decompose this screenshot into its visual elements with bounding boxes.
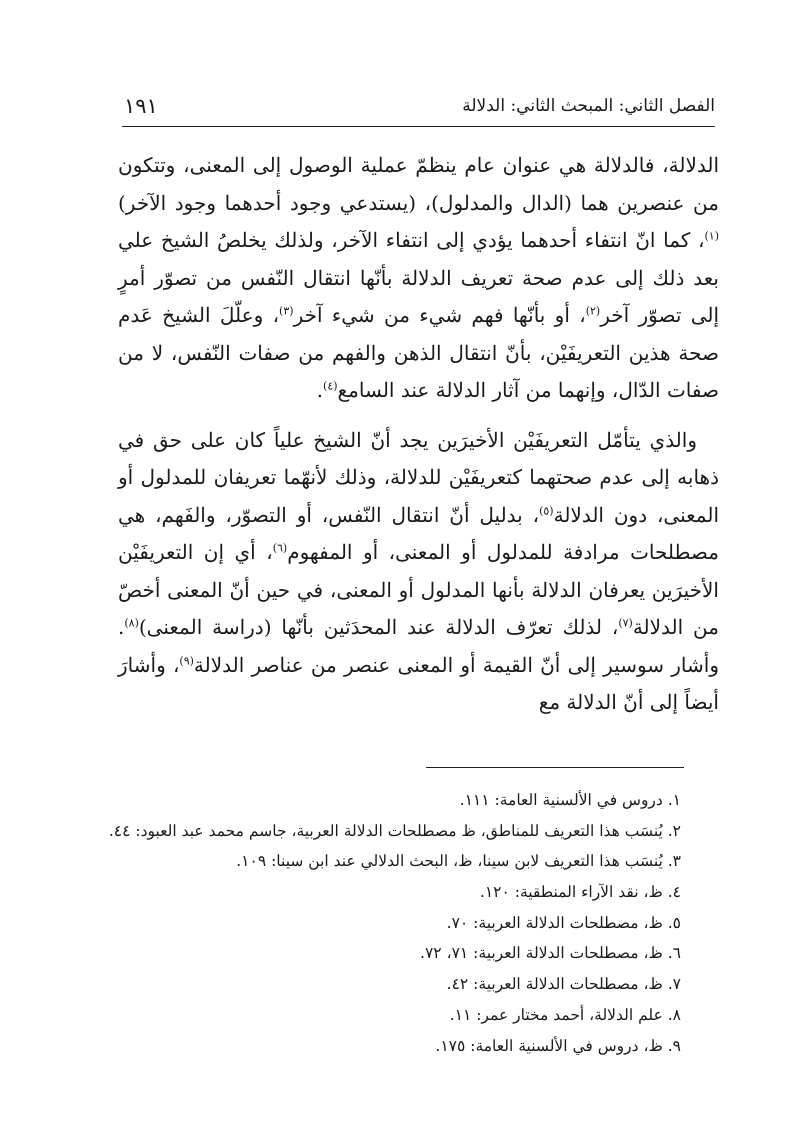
footnote-ref-4[interactable]: (٤) bbox=[323, 379, 338, 393]
footnotes bbox=[108, 785, 681, 1061]
paragraph-1 bbox=[118, 147, 719, 410]
footnote-ref-9[interactable]: (٩) bbox=[179, 653, 194, 667]
page-header bbox=[122, 92, 715, 127]
footnote-1: ١. دروس في الألسنية العامة: ١١١. bbox=[459, 791, 681, 809]
text-run: ، بدليل أنّ انتقال النّفس، أو التصوّر، والفَهم، هي مصطلحات مرادفة للمدلول أو المعنى، أو المفهوم bbox=[118, 502, 719, 564]
footnote-4: ٤. ظ، نقد الآراء المنطقية: ١٢٠. bbox=[479, 883, 681, 902]
paragraph-2 bbox=[118, 422, 719, 722]
text-run: الدلالة، فالدلالة هي عنوان عام ينظمّ عملية الوصول إلى المعنى، وتتكون من عنصرين هما (الدال والمدلول)، (يستدعي وجود أحدهما وجود الآخر) bbox=[118, 153, 719, 215]
footnote-ref-7[interactable]: (٧) bbox=[618, 616, 633, 630]
footnote-6: ٦. ظ، مصطلحات الدلالة العربية: ٧١، ٧٢. bbox=[420, 944, 681, 963]
footnote-9: ٩. ظ، دروس في الألسنية العامة: ١٧٥. bbox=[435, 1036, 681, 1055]
text-run: . وأشار سوسير إلى أنّ القيمة أو المعنى عنصر من عناصر الدلالة bbox=[118, 615, 719, 677]
footnote-ref-6[interactable]: (٦) bbox=[272, 541, 288, 555]
footnote-3: ٣. يُنسَب هذا التعريف لابن سينا، ظ، البحث الدلالي عند ابن سينا: ١٠٩. bbox=[236, 852, 681, 871]
running-head: الفصل الثاني: المبحث الثاني: الدلالة bbox=[462, 96, 715, 116]
text-run: ، وأشارَ أيضاً إلى أنّ الدلالة مع bbox=[118, 652, 719, 714]
footnote-5: ٥. ظ، مصطلحات الدلالة العربية: ٧٠. bbox=[446, 913, 681, 932]
text-run: والذي يتأمّل التعريفَيْن الأخيرَين يجد أنّ الشيخ علياً كان على حق في ذهابه إلى عدم صحتهما كتعريفَيْن للدلالة، وذلك لأنهّما تعريفان للمدلول أو المعنى، دون الدلالة bbox=[118, 427, 720, 527]
footnote-ref-1[interactable]: (١) bbox=[704, 229, 719, 243]
text-run: ، وعلّلَ الشيخ عَدم صحة هذين التعريفَيْن، بأنّ انتقال الذهن والفهم من صفات النّفس، لا من صفات الدّال، وإنهما من آثار الدلالة عند السامع bbox=[118, 303, 719, 402]
text-run: ، لذلك تعرّف الدلالة عند المحدَثين بأنّها (دراسة المعنى) bbox=[138, 615, 619, 639]
page-number: ١٩١ bbox=[124, 94, 158, 118]
text-run: ، أي إن التعريفَيْن الأخيرَين يعرفان الدلالة بأنها المدلول أو المعنى، في حين أنّ المعنى أخصّ من الدلالة bbox=[118, 540, 719, 639]
footnote-7: ٧. ظ، مصطلحات الدلالة العربية: ٤٢. bbox=[446, 975, 681, 994]
footnote-8: ٨. علم الدلالة، أحمد مختار عمر: ١١. bbox=[449, 1005, 681, 1024]
text-run: ، كما انّ انتفاء أحدهما يؤدي إلى انتفاء الآخر، ولذلك يخلصُ الشيخ علي بعد ذلك إلى عدم صحة تعريف الدلالة بأنّها انتقال النّفس من تصوّر أمرٍ إلى تصوّر آخر bbox=[118, 228, 720, 327]
footnote-ref-5[interactable]: (٥) bbox=[539, 503, 554, 517]
text-run: ، أو بأنّها فهم شيء من شيء آخر bbox=[293, 303, 586, 327]
footnote-2: ٢. يُنسَب هذا التعريف للمناطق، ظ مصطلحات الدلالة العربية، جاسم محمد عبد العبود: ٤٤. bbox=[108, 821, 681, 840]
footnote-ref-8[interactable]: (٨) bbox=[124, 616, 139, 630]
footnote-separator bbox=[426, 767, 684, 768]
footnote-ref-3[interactable]: (٣) bbox=[279, 304, 294, 318]
footnote-ref-2[interactable]: (٢) bbox=[585, 304, 601, 318]
body-text bbox=[118, 147, 719, 722]
text-run: . bbox=[316, 378, 324, 402]
